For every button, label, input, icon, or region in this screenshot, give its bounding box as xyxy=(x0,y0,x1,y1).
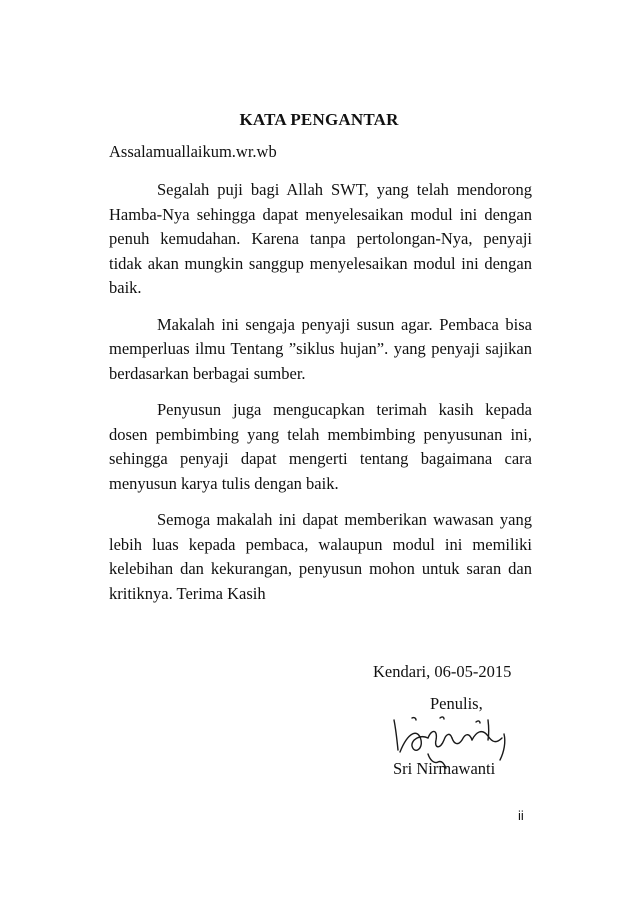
body-text xyxy=(109,178,532,618)
page-title: KATA PENGANTAR xyxy=(239,110,399,129)
place-date: Kendari, 06-05-2015 xyxy=(373,662,512,681)
paragraph-2: Makalah ini sengaja penyaji susun agar. Pembaca bisa memperluas ilmu Tentang ”siklus hujan”. yang penyaji sajikan berdasarkan berbagai sumber. xyxy=(109,314,532,383)
greeting-text: Assalamuallaikum.wr.wb xyxy=(109,142,277,161)
paragraph-3: Penyusun juga mengucapkan terimah kasih kepada dosen pembimbing yang telah membimbing penyusunan ini, sehingga penyaji dapat mengerti tentang bagaimana cara menyusun karya tulis dengan baik. xyxy=(109,400,532,493)
page-number: ii xyxy=(518,808,524,823)
writer-label: Penulis, xyxy=(430,694,483,713)
paragraph-4: Semoga makalah ini dapat memberikan wawasan yang lebih luas kepada pembaca, walaupun modul ini memiliki kelebihan dan kekurangan, penyusun mohon untuk saran dan kritiknya. Terima Kasih xyxy=(109,510,532,603)
paragraph-1: Segalah puji bagi Allah SWT, yang telah mendorong Hamba-Nya sehingga dapat menyelesaikan modul ini dengan penuh kemudahan. Karena tanpa pertolongan-Nya, penyaji tidak akan mungkin sanggup menyelesaikan modul ini dengan baik. xyxy=(109,180,532,297)
writer-name: Sri Nirmawanti xyxy=(393,759,496,778)
